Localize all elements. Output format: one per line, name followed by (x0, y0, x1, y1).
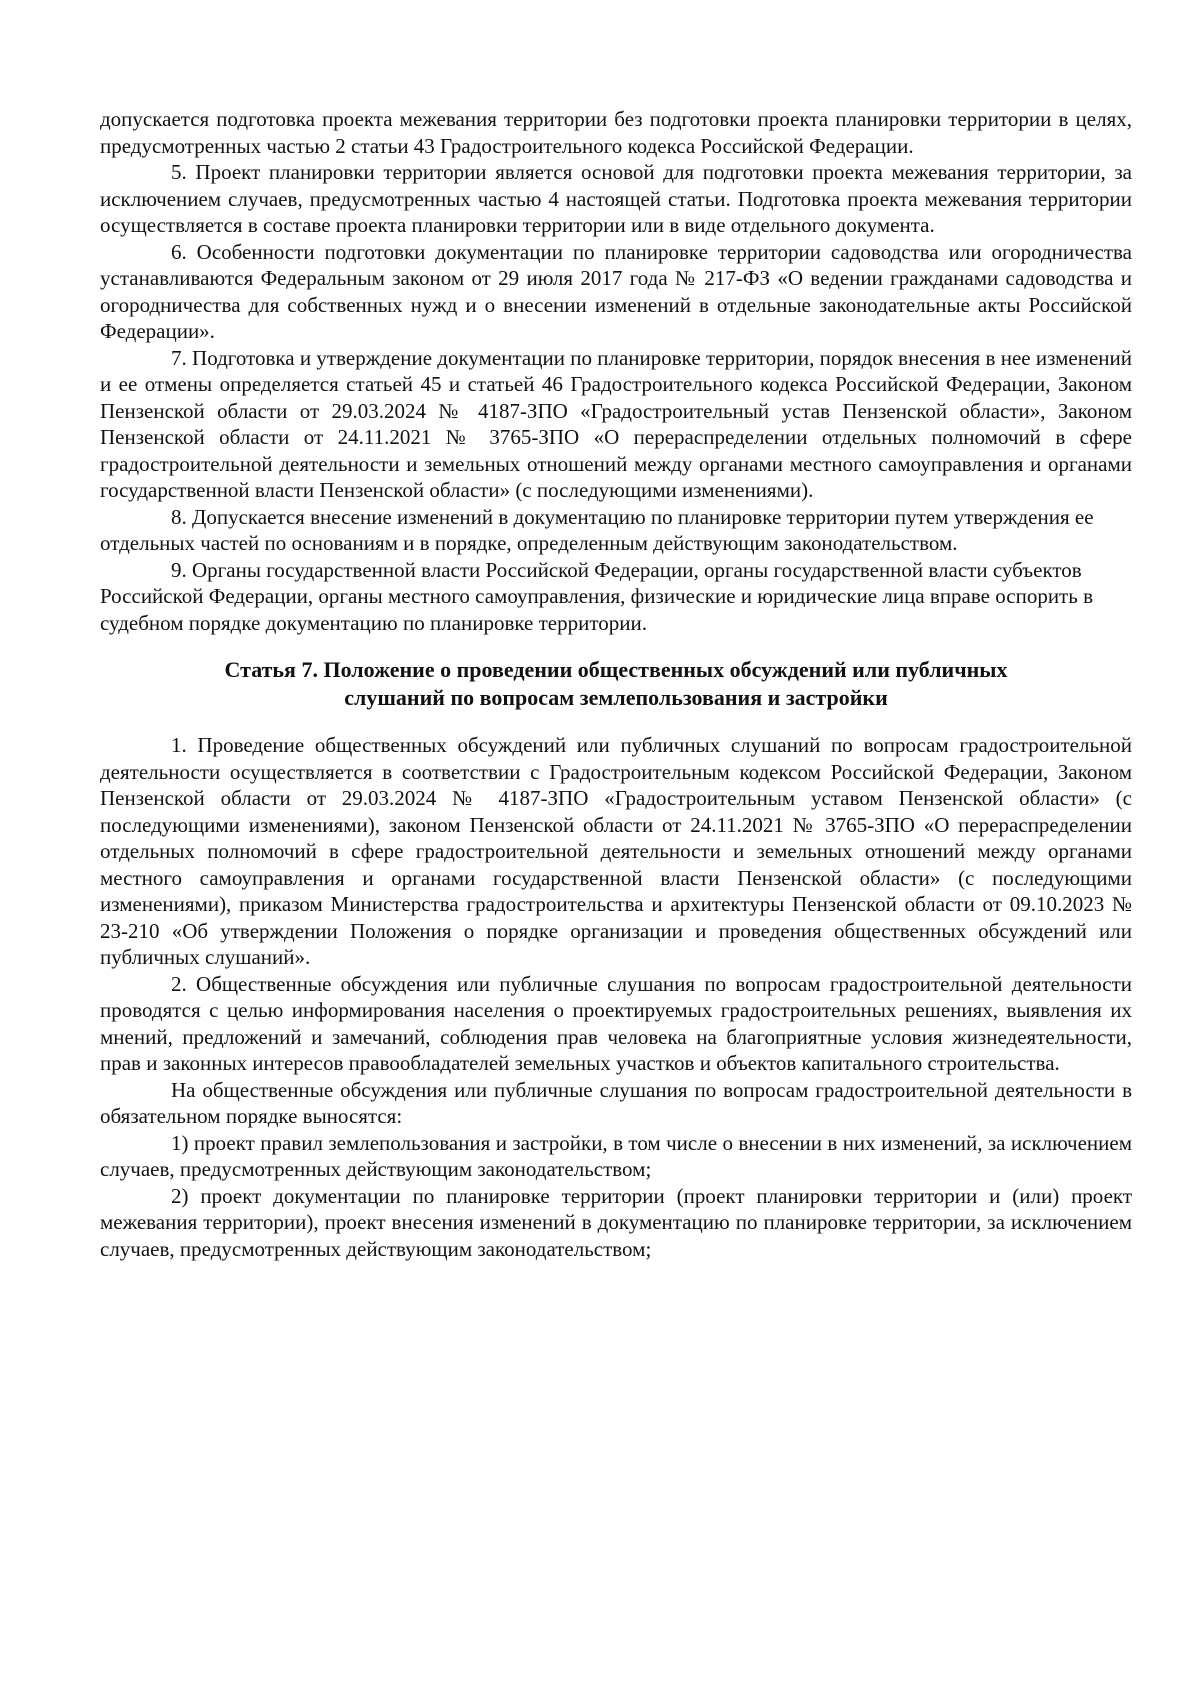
paragraph-item-7: 7. Подготовка и утверждение документации по планировке территории, порядок внесения в нее изменений и ее отмены определяется статьей 45 и статьей 46 Градостроительного кодекса Российской Федерации, Законом Пензенской области от 29.03.2024 № 4187-ЗПО «Градостроительный устав Пензенской области», Законом Пензенской области от 24.11.2021 № 3765-ЗПО «О перераспределении отдельных полномочий в сфере градостроительной деятельности и земельных отношений между органами местного самоуправления и органами государственной власти Пензенской области» (с последующими изменениями). (100, 345, 1132, 502)
paragraph-item-6: 6. Особенности подготовки документации по планировке территории садоводства или огородничества устанавливаются Федеральным законом от 29 июля 2017 года № 217-ФЗ «О ведении гражданами садоводства и огородничества для собственных нужд и о внесении изменений в отдельные законодательные акты Российской Федерации». (100, 239, 1132, 343)
paragraph-list-item-2: 2) проект документации по планировке территории (проект планировки территории и (или) проект межевания территории), проект внесения изменений в документацию по планировке территории, за исключением случаев, предусмотренных действующим законодательством; (100, 1183, 1132, 1261)
paragraph-item-5: 5. Проект планировки территории является основой для подготовки проекта межевания территории, за исключением случаев, предусмотренных частью 4 настоящей статьи. Подготовка проекта межевания территории осуществляется в составе проекта планировки территории или в виде отдельного документа. (100, 160, 1132, 237)
paragraph-item-9: 9. Органы государственной власти Российской Федерации, органы государственной власти субъектов Российской Федерации, органы местного самоуправления, физические и юридические лица вправе оспорить в судебном порядке документацию по планировке территории. (100, 557, 1093, 635)
document-page (100, 106, 1132, 1262)
paragraph-article7-item-1: 1. Проведение общественных обсуждений или публичных слушаний по вопросам градостроительной деятельности осуществляется в соответствии с Градостроительным кодексом Российской Федерации, Законом Пензенской области от 29.03.2024 № 4187-ЗПО «Градостроительным уставом Пензенской области» (с последующими изменениями), законом Пензенской области от 24.11.2021 № 3765-ЗПО «О перераспределении отдельных полномочий в сфере градостроительной деятельности и земельных отношений между органами местного самоуправления и органами государственной власти Пензенской области» (с последующими изменениями), приказом Министерства градостроительства и архитектуры Пензенской области от 09.10.2023 № 23-210 «Об утверждении Положения о порядке организации и проведения общественных обсуждений или публичных слушаний». (100, 733, 1132, 969)
paragraph-item-8: 8. Допускается внесение изменений в документацию по планировке территории путем утверждения ее отдельных частей по основаниям и в порядке, определенным действующим законодательством. (100, 504, 1094, 555)
article-heading-line-1: Статья 7. Положение о проведении общественных обсуждений или публичных (224, 657, 1008, 682)
paragraph-list-item-1: 1) проект правил землепользования и застройки, в том числе о внесении в них изменений, за исключением случаев, предусмотренных действующим законодательством; (100, 1130, 1132, 1181)
paragraph-continuation: допускается подготовка проекта межевания территории без подготовки проекта планировки территории в целях, предусмотренных частью 2 статьи 43 Градостроительного кодекса Российской Федерации. (100, 107, 1132, 158)
article-heading-line-2: слушаний по вопросам землепользования и застройки (344, 685, 888, 710)
paragraph-article7-item-2: 2. Общественные обсуждения или публичные слушания по вопросам градостроительной деятельности проводятся с целью информирования населения о проектируемых градостроительных решениях, выявления их мнений, предложений и замечаний, соблюдения прав человека на благоприятные условия жизнедеятельности, прав и законных интересов правообладателей земельных участков и объектов капитального строительства. (100, 971, 1132, 1075)
paragraph-mandatory-intro: На общественные обсуждения или публичные слушания по вопросам градостроительной деятельности в обязательном порядке выносятся: (100, 1077, 1132, 1128)
article-heading (100, 656, 1132, 712)
